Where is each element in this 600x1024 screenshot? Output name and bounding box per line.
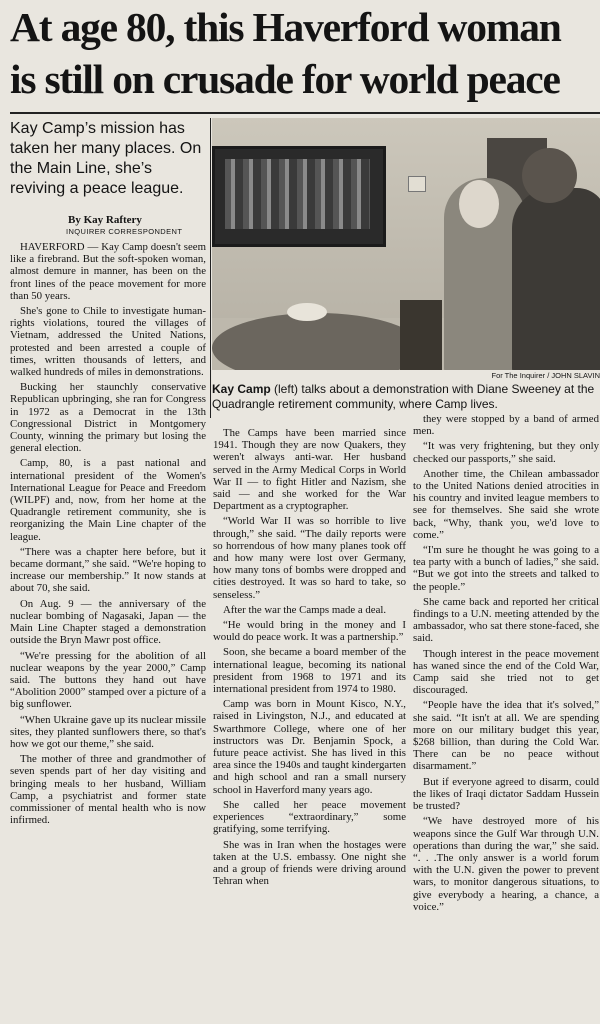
paragraph: She called her peace movement experiences “extraordinary,” some gratifying, some terrifying.: [213, 798, 406, 836]
caption-name: Kay Camp: [212, 382, 271, 396]
paragraph: She came back and reported her critical findings to a U.N. meeting attended by the ambassador, who sat there stone-faced, she said.: [413, 595, 599, 645]
deck-subhead: Kay Camp’s mission has taken her many places. On the Main Line, she’s reviving a peace league.: [10, 120, 202, 197]
paragraph: “We're pressing for the abolition of all nuclear weapons by the year 2000,” Camp said. The buttons they hand out have “Abolition 2000” stamped over a picture of a big sunflower.: [10, 649, 206, 711]
article-column-1: [10, 241, 206, 829]
paragraph: “I'm sure he thought he was going to a tea party with a bunch of ladies,” she said. “But we got into the streets and talked to the people.”: [413, 544, 599, 593]
photo-caption: [212, 382, 600, 412]
paragraph: “World War II was so horrible to live through,” she said. “The daily reports were so horrendous of how many planes took off and how many were lost over Germany, how many tons of bombs were dropped and cities destroyed. It was so hard to take, so senseless.”: [213, 515, 406, 601]
paragraph: But if everyone agreed to disarm, could the likes of Iraqi dictator Saddam Hussein be trusted?: [413, 775, 599, 813]
paragraph: they were stopped by a band of armed men.: [413, 413, 599, 438]
paragraph: “There was a chapter here before, but it became dormant,” she said. “We're hoping to increase our membership.” It now stands at about 70, she said.: [10, 545, 206, 595]
headline-line-1: At age 80, this Haverford woman: [10, 4, 561, 50]
paragraph: “We have destroyed more of his weapons since the Gulf War through U.N. operations than during the war,” she said. “. . .The only answer is a world forum with the U.N. given the power to prevent wars, to monitor dangerous situations, to give everybody a hearing, a chance, a voice.”: [413, 815, 599, 913]
article-column-2: [213, 427, 406, 890]
paragraph: “He would bring in the money and I would do peace work. It was a partnership.”: [213, 619, 406, 644]
paragraph: “When Ukraine gave up its nuclear missile sites, they planted sunflowers there, so that's how we got our theme,” she said.: [10, 713, 206, 750]
paragraph: After the war the Camps made a deal.: [223, 603, 387, 616]
round-table: [212, 313, 422, 370]
paragraph: The mother of three and grandmother of seven spends part of her day visiting and bringing meals to her husband, William Camp, a psychiatrist and former state commissioner of mental health who is now infirmed.: [10, 753, 206, 827]
byline-role: INQUIRER CORRESPONDENT: [66, 227, 183, 236]
paragraph: Though interest in the peace movement has waned since the end of the Cold War, Camp said she tried not to get discouraged.: [413, 647, 599, 697]
wall-painting: [212, 146, 386, 247]
caption-text: (left) talks about a demonstration with Diane Sweeney at the Quadrangle retirement community, where Camp lives.: [212, 382, 595, 411]
photo-credit: For The Inquirer / JOHN SLAVIN: [491, 371, 600, 380]
paragraph: Camp was born in Mount Kisco, N.Y., raised in Livingston, N.J., and educated at Swarthmore College, where one of her instructors was Dr. Benjamin Spock, a future peace activist. She has lived in this area since the 1940s and taught kindergarten and high school and ran a small nursery school in Haverford many years ago.: [213, 698, 406, 796]
column-divider: [210, 118, 211, 418]
paragraph: Another time, the Chilean ambassador to the United Nations denied atrocities in his country and invited league members to see for themselves. She said she wrote back, “Why, thank you, we'd love to come.”: [413, 467, 599, 541]
paragraph: HAVERFORD — Kay Camp doesn't seem like a firebrand. But the soft-spoken woman, almost demure in manner, has been on the front lines of the peace movement for more than 50 years.: [10, 241, 206, 302]
paragraph: On Aug. 9 — the anniversary of the nuclear bombing of Nagasaki, Japan — the Main Line Chapter staged a demonstration outside the Bryn Mawr post office.: [10, 597, 206, 647]
article-photo: [212, 118, 600, 370]
paragraph: Soon, she became a board member of the international league, becoming its national president from 1968 to 1971 and its international president from 1974 to 1980.: [213, 646, 406, 696]
paragraph: The Camps have been married since 1941. Though they are now Quakers, they weren't always anti-war. Her husband served in the Army Medical Corps in World War II — to fight Hitler and Nazism, she said — and she worked for the War Department as a cryptographer.: [213, 427, 406, 513]
person-diane-sweeney: [512, 188, 600, 370]
paragraph: “People have the idea that it's solved,” she said. “It isn't at all. We are spending more on our military budget this year, $268 billion, than during the Cold War. There can be no peace without disarmament.”: [413, 699, 599, 773]
byline-name: By Kay Raftery: [68, 214, 142, 226]
paragraph: She's gone to Chile to investigate human-rights violations, toured the villages of Vietnam, addressed the United Nations, protested and been arrested a couple of times, written thousands of letters, and walked hundreds of miles in demonstrations.: [10, 305, 206, 379]
paragraph: “It was very frightening, but they only checked our passports,” she said.: [413, 440, 599, 465]
paragraph: Camp, 80, is a past national and international president of the Women's International League for Peace and Freedom (WILPF) and, now, from her home at the Quadrangle retirement community, she is reorganizing the Main Line chapter of the league.: [10, 457, 206, 543]
paragraph: She was in Iran when the hostages were taken at the U.S. embassy. One night she and a group of friends were driving around Tehran when: [213, 838, 406, 888]
headline-rule: [10, 112, 600, 114]
article-column-3: [413, 413, 599, 916]
paragraph: Bucking her staunchly conservative Republican upbringing, she ran for Congress in 1972 as a Democrat in the 13th Congressional District in Montgomery County, winning the primary but losing the general election.: [10, 381, 206, 455]
headline-line-2: is still on crusade for world peace: [10, 56, 560, 102]
